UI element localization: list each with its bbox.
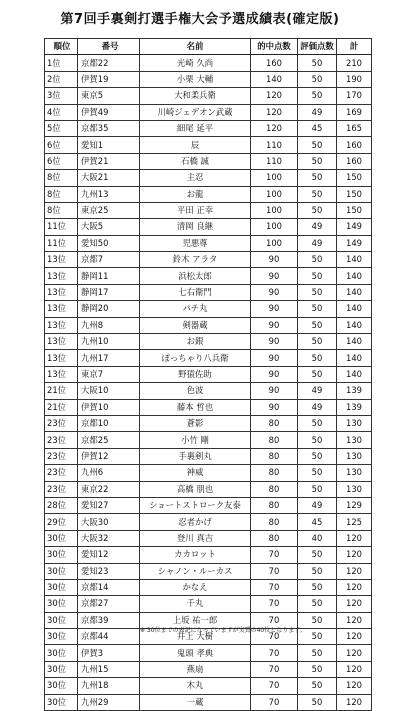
cell-number: 伊賀10 [78, 399, 140, 415]
cell-name: 石橋 誠 [140, 153, 251, 169]
cell-total: 210 [337, 55, 372, 71]
cell-name: 藤本 哲也 [140, 399, 251, 415]
cell-number: 京都44 [78, 629, 140, 645]
header-hit-score: 的中点数 [251, 39, 298, 55]
cell-hit-score: 90 [251, 350, 298, 366]
table-row [45, 448, 372, 464]
footnote: ※ 30位までの表記になっていますが実質の40位となります。 [140, 627, 306, 634]
cell-eval-score: 50 [298, 317, 337, 333]
cell-name: 忍者かげ [140, 514, 251, 530]
cell-rank: 4位 [45, 104, 78, 120]
table-row [45, 170, 372, 186]
cell-total: 139 [337, 399, 372, 415]
cell-hit-score: 120 [251, 104, 298, 120]
cell-total: 130 [337, 481, 372, 497]
cell-total: 140 [337, 252, 372, 268]
cell-rank: 30位 [45, 579, 78, 595]
table-row [45, 432, 372, 448]
cell-name: 光崎 久尚 [140, 55, 251, 71]
cell-name: お銀 [140, 334, 251, 350]
cell-total: 149 [337, 235, 372, 251]
cell-eval-score: 50 [298, 366, 337, 382]
cell-number: 京都14 [78, 579, 140, 595]
cell-name: 千丸 [140, 596, 251, 612]
cell-name: 大和柔兵衛 [140, 88, 251, 104]
cell-hit-score: 160 [251, 55, 298, 71]
document-title: 第7回手裏剣打選手権大会予選成績表(確定版) [60, 12, 340, 27]
cell-number: 京都25 [78, 432, 140, 448]
table-row [45, 120, 372, 136]
cell-total: 130 [337, 465, 372, 481]
cell-total: 140 [337, 301, 372, 317]
cell-eval-score: 50 [298, 694, 337, 710]
cell-total: 120 [337, 629, 372, 645]
cell-hit-score: 90 [251, 252, 298, 268]
cell-hit-score: 70 [251, 579, 298, 595]
cell-eval-score: 50 [298, 629, 337, 645]
table-row [45, 579, 372, 595]
cell-eval-score: 50 [298, 186, 337, 202]
cell-number: 愛知50 [78, 235, 140, 251]
cell-rank: 1位 [45, 55, 78, 71]
cell-name: 蒼影 [140, 415, 251, 431]
cell-hit-score: 80 [251, 497, 298, 513]
cell-name: 平田 正幸 [140, 202, 251, 218]
cell-rank: 13位 [45, 334, 78, 350]
cell-hit-score: 90 [251, 399, 298, 415]
cell-hit-score: 90 [251, 366, 298, 382]
table-row [45, 415, 372, 431]
table-row [45, 383, 372, 399]
cell-rank: 8位 [45, 170, 78, 186]
cell-eval-score: 45 [298, 120, 337, 136]
cell-eval-score: 49 [298, 383, 337, 399]
table-row [45, 530, 372, 546]
cell-rank: 30位 [45, 661, 78, 677]
cell-total: 120 [337, 645, 372, 661]
cell-eval-score: 50 [298, 481, 337, 497]
cell-rank: 28位 [45, 497, 78, 513]
cell-rank: 13位 [45, 366, 78, 382]
table-row [45, 514, 372, 530]
cell-name: 一蔵 [140, 694, 251, 710]
cell-name: 小栗 大輔 [140, 71, 251, 87]
cell-name: 細尾 延平 [140, 120, 251, 136]
cell-name: 七右衛門 [140, 284, 251, 300]
cell-number: 九州8 [78, 317, 140, 333]
cell-number: 静岡17 [78, 284, 140, 300]
header-name: 名前 [140, 39, 251, 55]
cell-rank: 6位 [45, 153, 78, 169]
cell-eval-score: 50 [298, 202, 337, 218]
cell-number: 九州10 [78, 334, 140, 350]
cell-rank: 30位 [45, 694, 78, 710]
cell-total: 149 [337, 219, 372, 235]
cell-eval-score: 50 [298, 284, 337, 300]
cell-total: 130 [337, 448, 372, 464]
cell-total: 140 [337, 334, 372, 350]
header-number: 番号 [78, 39, 140, 55]
cell-hit-score: 90 [251, 301, 298, 317]
cell-number: 京都35 [78, 120, 140, 136]
cell-rank: 13位 [45, 317, 78, 333]
cell-total: 120 [337, 661, 372, 677]
cell-total: 129 [337, 497, 372, 513]
cell-rank: 30位 [45, 596, 78, 612]
cell-total: 165 [337, 120, 372, 136]
cell-name: シャノン・ルーカス [140, 563, 251, 579]
table-row [45, 547, 372, 563]
cell-hit-score: 80 [251, 465, 298, 481]
table-row [45, 252, 372, 268]
cell-rank: 21位 [45, 383, 78, 399]
header-total: 計 [337, 39, 372, 55]
cell-hit-score: 90 [251, 383, 298, 399]
cell-name: ぽっちゃり八兵衛 [140, 350, 251, 366]
cell-number: 伊賀3 [78, 645, 140, 661]
cell-name: ショートストローク友泰 [140, 497, 251, 513]
cell-eval-score: 50 [298, 268, 337, 284]
cell-eval-score: 50 [298, 252, 337, 268]
cell-name: 色波 [140, 383, 251, 399]
cell-total: 120 [337, 678, 372, 694]
cell-number: 愛知27 [78, 497, 140, 513]
table-row [45, 186, 372, 202]
table-row [45, 399, 372, 415]
cell-rank: 23位 [45, 481, 78, 497]
cell-rank: 13位 [45, 268, 78, 284]
cell-number: 京都10 [78, 415, 140, 431]
table-row [45, 284, 372, 300]
cell-rank: 30位 [45, 530, 78, 546]
cell-total: 150 [337, 202, 372, 218]
cell-number: 東京25 [78, 202, 140, 218]
cell-hit-score: 100 [251, 235, 298, 251]
cell-rank: 11位 [45, 235, 78, 251]
cell-eval-score: 50 [298, 678, 337, 694]
cell-total: 139 [337, 383, 372, 399]
cell-rank: 2位 [45, 71, 78, 87]
cell-total: 120 [337, 547, 372, 563]
cell-name: 鬼頭 孝典 [140, 645, 251, 661]
cell-eval-score: 50 [298, 645, 337, 661]
cell-eval-score: 50 [298, 547, 337, 563]
cell-name: 剣器蔵 [140, 317, 251, 333]
cell-eval-score: 50 [298, 153, 337, 169]
cell-eval-score: 50 [298, 415, 337, 431]
cell-number: 静岡20 [78, 301, 140, 317]
cell-name: 鈴木 アラタ [140, 252, 251, 268]
cell-name: かなえ [140, 579, 251, 595]
table-row [45, 596, 372, 612]
cell-total: 120 [337, 596, 372, 612]
cell-name: 木丸 [140, 678, 251, 694]
cell-hit-score: 70 [251, 694, 298, 710]
cell-number: 九州15 [78, 661, 140, 677]
cell-number: 大阪21 [78, 170, 140, 186]
cell-total: 190 [337, 71, 372, 87]
cell-rank: 11位 [45, 219, 78, 235]
cell-rank: 23位 [45, 415, 78, 431]
table-row [45, 55, 372, 71]
cell-name: 小竹 剛 [140, 432, 251, 448]
table-row [45, 202, 372, 218]
cell-hit-score: 70 [251, 661, 298, 677]
cell-name: 浜松太郎 [140, 268, 251, 284]
cell-hit-score: 70 [251, 563, 298, 579]
cell-rank: 29位 [45, 514, 78, 530]
cell-number: 大阪30 [78, 514, 140, 530]
cell-name: パチ丸 [140, 301, 251, 317]
cell-hit-score: 90 [251, 334, 298, 350]
cell-rank: 13位 [45, 252, 78, 268]
cell-total: 140 [337, 284, 372, 300]
table-row [45, 694, 372, 710]
cell-hit-score: 100 [251, 170, 298, 186]
cell-name: カカロット [140, 547, 251, 563]
cell-hit-score: 80 [251, 448, 298, 464]
cell-number: 静岡11 [78, 268, 140, 284]
cell-rank: 13位 [45, 284, 78, 300]
cell-hit-score: 80 [251, 415, 298, 431]
cell-total: 170 [337, 88, 372, 104]
cell-name: 主忍 [140, 170, 251, 186]
cell-number: 九州29 [78, 694, 140, 710]
cell-total: 120 [337, 563, 372, 579]
cell-total: 140 [337, 268, 372, 284]
cell-total: 120 [337, 530, 372, 546]
cell-hit-score: 120 [251, 88, 298, 104]
cell-total: 120 [337, 579, 372, 595]
cell-number: 東京7 [78, 366, 140, 382]
table-row [45, 563, 372, 579]
cell-name: 清岡 良継 [140, 219, 251, 235]
cell-hit-score: 80 [251, 481, 298, 497]
cell-total: 169 [337, 104, 372, 120]
table-row [45, 235, 372, 251]
cell-number: 愛知1 [78, 137, 140, 153]
cell-total: 150 [337, 170, 372, 186]
cell-hit-score: 80 [251, 432, 298, 448]
cell-number: 京都22 [78, 55, 140, 71]
header-rank: 順位 [45, 39, 78, 55]
table-row [45, 465, 372, 481]
cell-total: 140 [337, 350, 372, 366]
cell-number: 伊賀19 [78, 71, 140, 87]
cell-total: 140 [337, 317, 372, 333]
cell-rank: 8位 [45, 186, 78, 202]
cell-eval-score: 50 [298, 170, 337, 186]
cell-number: 九州13 [78, 186, 140, 202]
cell-eval-score: 50 [298, 579, 337, 595]
cell-number: 九州6 [78, 465, 140, 481]
cell-eval-score: 40 [298, 530, 337, 546]
cell-hit-score: 100 [251, 219, 298, 235]
cell-hit-score: 120 [251, 120, 298, 136]
cell-name: 辰 [140, 137, 251, 153]
cell-eval-score: 49 [298, 497, 337, 513]
table-row [45, 481, 372, 497]
cell-total: 130 [337, 415, 372, 431]
table-row [45, 104, 372, 120]
cell-rank: 23位 [45, 432, 78, 448]
cell-hit-score: 90 [251, 268, 298, 284]
cell-name: 神威 [140, 465, 251, 481]
cell-number: 大阪32 [78, 530, 140, 546]
cell-eval-score: 50 [298, 88, 337, 104]
cell-name: 登川 真吉 [140, 530, 251, 546]
cell-name: 野猿佐助 [140, 366, 251, 382]
cell-total: 120 [337, 694, 372, 710]
table-row [45, 678, 372, 694]
table-row [45, 497, 372, 513]
cell-number: 京都7 [78, 252, 140, 268]
cell-total: 125 [337, 514, 372, 530]
table-row [45, 645, 372, 661]
cell-rank: 21位 [45, 399, 78, 415]
cell-eval-score: 50 [298, 563, 337, 579]
table-row [45, 366, 372, 382]
cell-name: 井上 大樹 [140, 629, 251, 645]
cell-hit-score: 140 [251, 71, 298, 87]
table-row [45, 661, 372, 677]
cell-rank: 23位 [45, 448, 78, 464]
cell-eval-score: 50 [298, 448, 337, 464]
cell-hit-score: 80 [251, 530, 298, 546]
cell-rank: 30位 [45, 547, 78, 563]
cell-rank: 23位 [45, 465, 78, 481]
cell-rank: 6位 [45, 137, 78, 153]
cell-name: 児悪尊 [140, 235, 251, 251]
cell-hit-score: 90 [251, 284, 298, 300]
header-eval-score: 評価点数 [298, 39, 337, 55]
results-table [44, 38, 372, 711]
cell-number: 東京22 [78, 481, 140, 497]
table-header-row [45, 39, 372, 55]
cell-number: 京都27 [78, 596, 140, 612]
cell-rank: 30位 [45, 678, 78, 694]
table-row [45, 71, 372, 87]
table-row [45, 334, 372, 350]
cell-name: お龍 [140, 186, 251, 202]
cell-total: 160 [337, 137, 372, 153]
cell-rank: 3位 [45, 88, 78, 104]
cell-name: 上坂 祐一郎 [140, 612, 251, 628]
cell-name: 燕扇 [140, 661, 251, 677]
cell-eval-score: 49 [298, 219, 337, 235]
cell-name: 手裏剣丸 [140, 448, 251, 464]
cell-number: 愛知23 [78, 563, 140, 579]
cell-number: 愛知12 [78, 547, 140, 563]
cell-total: 130 [337, 432, 372, 448]
cell-hit-score: 100 [251, 202, 298, 218]
cell-hit-score: 110 [251, 153, 298, 169]
cell-number: 伊賀49 [78, 104, 140, 120]
cell-rank: 13位 [45, 350, 78, 366]
cell-eval-score: 50 [298, 350, 337, 366]
cell-eval-score: 45 [298, 514, 337, 530]
cell-eval-score: 50 [298, 55, 337, 71]
cell-rank: 30位 [45, 612, 78, 628]
table-row [45, 350, 372, 366]
cell-hit-score: 100 [251, 186, 298, 202]
cell-eval-score: 50 [298, 661, 337, 677]
cell-rank: 8位 [45, 202, 78, 218]
cell-total: 120 [337, 612, 372, 628]
cell-eval-score: 49 [298, 399, 337, 415]
cell-number: 伊賀12 [78, 448, 140, 464]
cell-hit-score: 70 [251, 678, 298, 694]
cell-name: 高橋 朋也 [140, 481, 251, 497]
cell-eval-score: 50 [298, 596, 337, 612]
cell-eval-score: 50 [298, 612, 337, 628]
table-row [45, 88, 372, 104]
cell-rank: 30位 [45, 645, 78, 661]
cell-hit-score: 90 [251, 317, 298, 333]
cell-number: 九州18 [78, 678, 140, 694]
cell-name: 川崎ジェデオン武蔵 [140, 104, 251, 120]
cell-rank: 5位 [45, 120, 78, 136]
table-row [45, 219, 372, 235]
cell-total: 150 [337, 186, 372, 202]
cell-eval-score: 50 [298, 301, 337, 317]
cell-number: 東京5 [78, 88, 140, 104]
cell-number: 大阪10 [78, 383, 140, 399]
table-row [45, 137, 372, 153]
cell-number: 九州17 [78, 350, 140, 366]
cell-hit-score: 70 [251, 629, 298, 645]
cell-rank: 30位 [45, 563, 78, 579]
table-row [45, 301, 372, 317]
cell-hit-score: 80 [251, 514, 298, 530]
cell-rank: 13位 [45, 301, 78, 317]
cell-hit-score: 70 [251, 596, 298, 612]
cell-number: 京都39 [78, 612, 140, 628]
cell-eval-score: 50 [298, 71, 337, 87]
table-row [45, 268, 372, 284]
cell-hit-score: 70 [251, 645, 298, 661]
cell-hit-score: 110 [251, 137, 298, 153]
cell-eval-score: 50 [298, 432, 337, 448]
table-row [45, 153, 372, 169]
cell-number: 伊賀21 [78, 153, 140, 169]
cell-eval-score: 49 [298, 104, 337, 120]
cell-hit-score: 70 [251, 612, 298, 628]
cell-number: 大阪5 [78, 219, 140, 235]
cell-hit-score: 70 [251, 547, 298, 563]
cell-rank: 30位 [45, 629, 78, 645]
cell-eval-score: 50 [298, 334, 337, 350]
cell-total: 160 [337, 153, 372, 169]
cell-total: 140 [337, 366, 372, 382]
cell-eval-score: 49 [298, 235, 337, 251]
table-body [45, 55, 372, 711]
cell-eval-score: 50 [298, 465, 337, 481]
cell-eval-score: 50 [298, 137, 337, 153]
table-row [45, 317, 372, 333]
